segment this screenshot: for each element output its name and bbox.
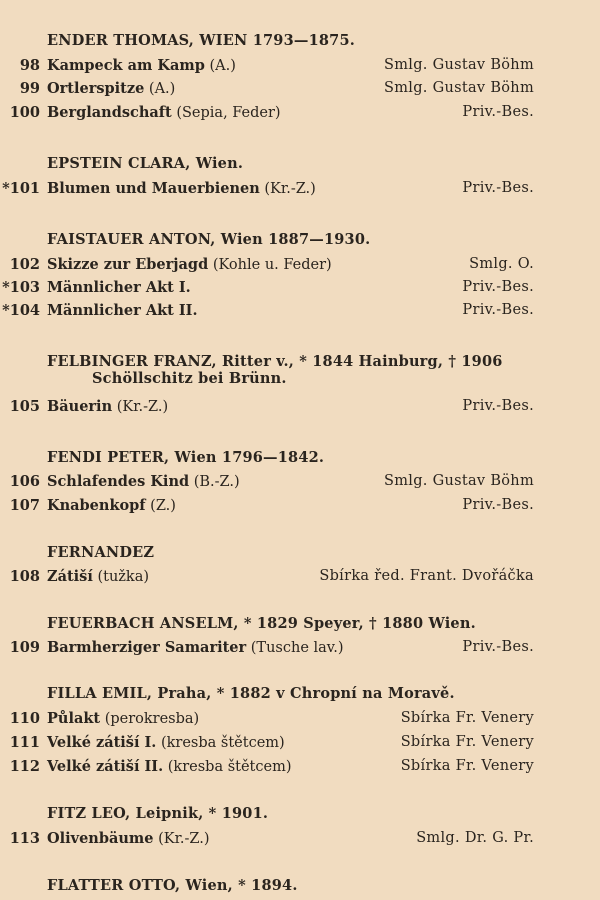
entry-medium: (Kr.-Z.)	[158, 831, 210, 847]
entry-number: 100	[9, 104, 40, 121]
entry-number: 98	[19, 57, 40, 74]
entry-title	[47, 80, 175, 97]
entry-medium: (B.-Z.)	[193, 474, 240, 490]
entry-owner: Smlg. Dr. G. Pr.	[416, 830, 534, 846]
entry-title	[47, 256, 332, 273]
entry-title-text: Olivenbäume	[47, 830, 154, 847]
entry-title	[47, 279, 191, 296]
entry-owner: Smlg. Gustav Böhm	[383, 80, 534, 96]
catalogue-entry	[0, 568, 560, 588]
entry-title-text: Velké zátiší I.	[47, 734, 157, 751]
catalogue-entry	[0, 256, 560, 276]
catalogue-entry	[0, 180, 560, 200]
entry-owner: Smlg. Gustav Böhm	[383, 57, 534, 73]
entry-title	[47, 758, 291, 775]
entry-title-text: Zátiší	[47, 568, 93, 585]
catalogue-entry	[0, 497, 560, 517]
entry-medium: (perokresba)	[104, 711, 200, 727]
entry-title	[47, 497, 176, 514]
entry-title-text: Skizze zur Eberjagd	[47, 256, 209, 273]
entry-title-text: Berglandschaft	[47, 104, 172, 121]
artist-heading-line: FELBINGER FRANZ, Ritter v., * 1844 Hainburg, † 1906	[47, 353, 503, 370]
entry-title	[47, 57, 236, 74]
entry-number: 111	[9, 734, 40, 751]
entry-title	[47, 302, 198, 319]
artist-heading: FLATTER OTTO, Wien, * 1894.	[47, 877, 298, 894]
entry-number: 102	[9, 256, 40, 273]
entry-title-text: Schlafendes Kind	[47, 473, 190, 490]
entry-owner: Priv.-Bes.	[462, 497, 534, 513]
artist-heading: FITZ LEO, Leipnik, * 1901.	[47, 805, 269, 822]
entry-title-text: Knabenkopf	[47, 497, 146, 514]
artist-heading: EPSTEIN CLARA, Wien.	[47, 155, 244, 172]
entry-owner: Priv.-Bes.	[462, 398, 534, 414]
entry-title	[47, 398, 168, 415]
entry-title-text: Půlakt	[47, 710, 101, 727]
entry-number: 108	[9, 568, 40, 585]
artist-heading: FENDI PETER, Wien 1796—1842.	[47, 449, 325, 466]
entry-medium: (Kr.-Z.)	[116, 399, 169, 415]
entry-title-text: Barmherziger Samariter	[47, 639, 247, 656]
entry-number: *101	[2, 180, 40, 197]
artist-heading: FERNANDEZ	[47, 544, 155, 561]
entry-owner: Priv.-Bes.	[462, 639, 534, 655]
entry-medium: (A.)	[148, 81, 176, 97]
entry-number: 99	[19, 80, 40, 97]
entry-owner: Sbírka Fr. Venery	[400, 710, 534, 726]
entry-owner: Smlg. Gustav Böhm	[383, 473, 534, 489]
catalogue-entry	[0, 302, 560, 322]
catalogue-entry	[0, 80, 560, 100]
entry-number: 106	[9, 473, 40, 490]
artist-heading: ENDER THOMAS, WIEN 1793—1875.	[47, 32, 355, 49]
catalogue-entry	[0, 758, 560, 778]
entry-owner: Priv.-Bes.	[462, 180, 534, 196]
entry-title-text: Blumen und Mauerbienen	[47, 180, 260, 197]
entry-owner: Priv.-Bes.	[462, 104, 534, 120]
catalogue-entry	[0, 279, 560, 299]
entry-title-text: Männlicher Akt I.	[47, 279, 191, 296]
entry-owner: Sbírka Fr. Venery	[400, 734, 534, 750]
catalogue-entry	[0, 639, 560, 659]
artist-heading-continuation: Schöllschitz bei Brünn.	[92, 370, 287, 387]
artist-heading: FILLA EMIL, Praha, * 1882 v Chropní na Moravě.	[47, 685, 455, 702]
entry-medium: (Z.)	[150, 498, 176, 514]
entry-title	[47, 104, 281, 121]
entry-medium: (Kr.-Z.)	[264, 181, 316, 197]
entry-medium: (tužka)	[97, 569, 150, 585]
entry-title	[47, 710, 199, 727]
entry-title	[47, 734, 285, 751]
entry-title-text: Männlicher Akt II.	[47, 302, 198, 319]
entry-medium: (kresba štětcem)	[167, 759, 292, 775]
catalogue-entry	[0, 57, 560, 77]
entry-number: 109	[9, 639, 40, 656]
entry-medium: (Sepia, Feder)	[176, 105, 281, 121]
entry-number: *103	[2, 279, 40, 296]
entry-owner: Sbírka Fr. Venery	[400, 758, 534, 774]
entry-title	[47, 639, 344, 656]
entry-medium: (Kohle u. Feder)	[212, 257, 332, 273]
entry-number: *104	[2, 302, 40, 319]
catalogue-entry	[0, 398, 560, 418]
entry-owner: Priv.-Bes.	[462, 279, 534, 295]
entry-title	[47, 568, 149, 585]
catalogue-entry	[0, 710, 560, 730]
entry-number: 105	[9, 398, 40, 415]
catalogue-entry	[0, 104, 560, 124]
entry-title-text: Kampeck am Kamp	[47, 57, 205, 74]
entry-title-text: Velké zátiší II.	[47, 758, 164, 775]
entry-medium: (kresba štětcem)	[160, 735, 285, 751]
entry-owner: Smlg. O.	[469, 256, 534, 272]
entry-number: 112	[9, 758, 40, 775]
entry-number: 107	[9, 497, 40, 514]
artist-heading: FAISTAUER ANTON, Wien 1887—1930.	[47, 231, 371, 248]
entry-number: 110	[9, 710, 40, 727]
artist-heading: FEUERBACH ANSELM, * 1829 Speyer, † 1880 Wien.	[47, 615, 476, 632]
entry-number: 113	[9, 830, 40, 847]
entry-title-text: Ortlerspitze	[47, 80, 145, 97]
entry-medium: (A.)	[209, 58, 236, 74]
entry-owner: Sbírka řed. Frant. Dvořáčka	[319, 568, 534, 584]
catalogue-entry	[0, 734, 560, 754]
entry-medium: (Tusche lav.)	[250, 640, 344, 656]
entry-title	[47, 180, 316, 197]
entry-title-text: Bäuerin	[47, 398, 113, 415]
entry-owner: Priv.-Bes.	[462, 302, 534, 318]
artist-heading	[47, 353, 576, 387]
catalogue-entry	[0, 473, 560, 493]
entry-title	[47, 473, 240, 490]
catalogue-entry	[0, 830, 560, 850]
entry-title	[47, 830, 210, 847]
